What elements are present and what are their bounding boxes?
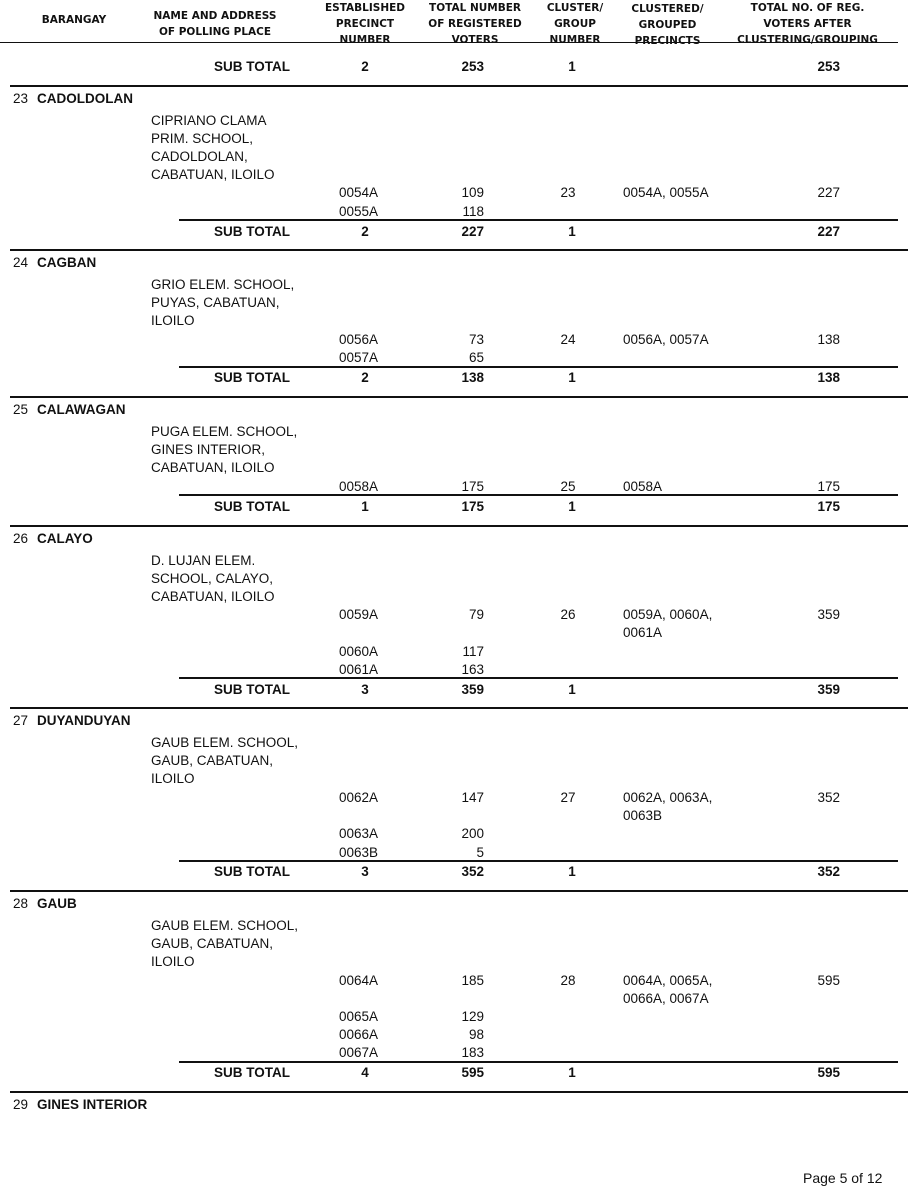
header-underline — [0, 42, 898, 43]
section-divider — [10, 525, 908, 527]
registered-voters: 163 — [461, 662, 484, 677]
barangay-number: 23 — [13, 91, 29, 106]
registered-voters: 109 — [461, 185, 484, 200]
barangay-name: GAUB — [37, 896, 77, 911]
registered-voters: 118 — [462, 204, 484, 219]
grouped-precincts: 0064A, 0065A, 0066A, 0067A — [623, 973, 713, 1006]
precinct-number: 0054A — [339, 185, 379, 200]
subtotal-voters: 352 — [461, 864, 484, 879]
header-after — [730, 0, 885, 48]
barangay-number: 27 — [13, 713, 29, 728]
header-precinct-line2: PRECINCT — [335, 18, 395, 30]
registered-voters: 175 — [461, 479, 484, 494]
precinct-number: 0059A — [339, 607, 379, 622]
subtotal-label: SUB TOTAL — [214, 1065, 290, 1080]
barangay-name: CALAYO — [37, 531, 93, 546]
grouped-precincts: 0059A, 0060A, 0061A — [623, 607, 713, 640]
subtotal-label: SUB TOTAL — [214, 499, 290, 514]
registered-voters: 65 — [468, 350, 484, 365]
subtotal-clusters: 1 — [568, 1065, 576, 1080]
cluster-number: 25 — [560, 479, 576, 494]
registered-voters: 79 — [468, 607, 484, 622]
cluster-number: 27 — [560, 790, 576, 805]
header-cluster-line1: CLUSTER/ — [546, 2, 604, 14]
subtotal-after: 359 — [817, 682, 840, 697]
registered-voters: 200 — [461, 826, 484, 841]
subtotal-precincts: 1 — [361, 499, 369, 514]
subtotal-after: 227 — [817, 224, 840, 239]
barangay-name: CADOLDOLAN — [37, 91, 133, 106]
subtotal-rule — [179, 1061, 898, 1063]
precinct-number: 0067A — [339, 1045, 379, 1060]
header-voters-line1: TOTAL NUMBER — [429, 2, 521, 14]
subtotal-precincts: 3 — [361, 682, 369, 697]
grouped-precincts: 0056A, 0057A — [623, 332, 709, 347]
header-polling-place-line2: OF POLLING PLACE — [158, 26, 272, 38]
precinct-number: 0063A — [339, 826, 379, 841]
subtotal-label: SUB TOTAL — [214, 370, 290, 385]
barangay-number: 28 — [13, 896, 29, 911]
subtotal-precincts: 3 — [361, 864, 369, 879]
cluster-number: 24 — [560, 332, 576, 347]
subtotal-after: 138 — [817, 370, 840, 385]
subtotal-clusters: 1 — [568, 864, 576, 879]
registered-voters: 183 — [461, 1045, 484, 1060]
registered-voters: 117 — [462, 644, 484, 659]
subtotal-label: SUB TOTAL — [214, 864, 290, 879]
section-divider — [10, 249, 908, 251]
header-clustered-line1: CLUSTERED/ — [631, 3, 704, 15]
precinct-number: 0065A — [339, 1009, 379, 1024]
barangay-name: GINES INTERIOR — [37, 1097, 148, 1112]
cluster-number: 23 — [560, 185, 576, 200]
subtotal-after: 175 — [817, 499, 840, 514]
subtotal-label: SUB TOTAL — [214, 59, 290, 74]
cluster-number: 26 — [560, 607, 576, 622]
header-polling-place — [150, 8, 280, 40]
precinct-number: 0061A — [339, 662, 379, 677]
barangay-name: CALAWAGAN — [37, 402, 126, 417]
subtotal-clusters: 1 — [568, 499, 576, 514]
header-cluster — [535, 0, 615, 48]
barangay-number: 26 — [13, 531, 29, 546]
polling-place-address: PUGA ELEM. SCHOOL, GINES INTERIOR, CABATUAN, ILOILO — [151, 424, 298, 475]
registered-voters: 147 — [461, 790, 484, 805]
grouped-precincts: 0062A, 0063A, 0063B — [623, 790, 713, 823]
header-polling-place-line1: NAME AND ADDRESS — [153, 10, 277, 22]
precinct-number: 0064A — [339, 973, 379, 988]
grouped-precincts: 0058A — [623, 479, 663, 494]
polling-place-address: GRIO ELEM. SCHOOL, PUYAS, CABATUAN, ILOILO — [151, 277, 295, 328]
header-voters — [420, 0, 530, 48]
header-clustered-line2: GROUPED — [638, 19, 697, 31]
barangay-number: 25 — [13, 402, 29, 417]
voters-after-clustering: 175 — [817, 479, 840, 494]
subtotal-rule — [179, 677, 898, 679]
subtotal-voters: 359 — [461, 682, 484, 697]
section-divider — [10, 396, 908, 398]
polling-place-address: CIPRIANO CLAMA PRIM. SCHOOL, CADOLDOLAN, CABATUAN, ILOILO — [151, 113, 275, 182]
subtotal-precincts: 2 — [361, 370, 369, 385]
polling-place-address: D. LUJAN ELEM. SCHOOL, CALAYO, CABATUAN, ILOILO — [151, 553, 275, 604]
precinct-number: 0063B — [339, 845, 379, 860]
barangay-number: 24 — [13, 255, 29, 270]
cluster-number: 28 — [560, 973, 576, 988]
header-after-line3: CLUSTERING/GROUPING — [737, 34, 878, 46]
header-precinct-line1: ESTABLISHED — [324, 2, 406, 14]
precinct-number: 0056A — [339, 332, 379, 347]
subtotal-clusters: 1 — [568, 59, 576, 74]
section-divider — [10, 890, 908, 892]
subtotal-clusters: 1 — [568, 370, 576, 385]
subtotal-after: 253 — [817, 59, 840, 74]
registered-voters: 5 — [476, 845, 484, 860]
header-after-line2: VOTERS AFTER — [763, 18, 852, 30]
header-barangay — [24, 12, 124, 28]
subtotal-after: 352 — [817, 864, 840, 879]
precinct-number: 0055A — [339, 204, 379, 219]
header-precinct-line3: NUMBER — [339, 34, 391, 46]
precinct-number: 0066A — [339, 1027, 379, 1042]
header-voters-line2: OF REGISTERED — [428, 18, 522, 30]
section-divider — [10, 85, 908, 87]
subtotal-rule — [179, 219, 898, 221]
registered-voters: 98 — [468, 1027, 484, 1042]
header-voters-line3: VOTERS — [451, 34, 499, 46]
subtotal-precincts: 2 — [361, 224, 369, 239]
subtotal-precincts: 4 — [361, 1065, 369, 1080]
subtotal-label: SUB TOTAL — [214, 682, 290, 697]
precinct-number: 0057A — [339, 350, 379, 365]
subtotal-clusters: 1 — [568, 682, 576, 697]
header-cluster-line2: GROUP — [554, 18, 596, 30]
header-clustered-line3: PRECINCTS — [634, 35, 701, 47]
voters-after-clustering: 595 — [817, 973, 840, 988]
header-precinct — [315, 0, 415, 48]
barangay-name: CAGBAN — [37, 255, 97, 270]
precinct-number: 0062A — [339, 790, 379, 805]
section-divider — [10, 1091, 908, 1093]
voters-after-clustering: 138 — [817, 332, 840, 347]
subtotal-voters: 138 — [461, 370, 484, 385]
voters-after-clustering: 352 — [817, 790, 840, 805]
header-after-line1: TOTAL NO. OF REG. — [750, 2, 865, 14]
subtotal-after: 595 — [817, 1065, 840, 1080]
registered-voters: 129 — [461, 1009, 484, 1024]
subtotal-clusters: 1 — [568, 224, 576, 239]
header-cluster-line3: NUMBER — [549, 34, 601, 46]
subtotal-rule — [179, 860, 898, 862]
subtotal-label: SUB TOTAL — [214, 224, 290, 239]
page-number: Page 5 of 12 — [803, 1170, 883, 1186]
polling-place-address: GAUB ELEM. SCHOOL, GAUB, CABATUAN, ILOILO — [151, 735, 299, 786]
precinct-number: 0058A — [339, 479, 379, 494]
barangay-number: 29 — [13, 1097, 29, 1112]
voters-after-clustering: 359 — [817, 607, 840, 622]
precinct-number: 0060A — [339, 644, 379, 659]
barangay-name: DUYANDUYAN — [37, 713, 131, 728]
registered-voters: 185 — [461, 973, 484, 988]
subtotal-voters: 253 — [461, 59, 484, 74]
registered-voters: 73 — [468, 332, 484, 347]
subtotal-rule — [179, 494, 898, 496]
subtotal-precincts: 2 — [361, 59, 369, 74]
grouped-precincts: 0054A, 0055A — [623, 185, 709, 200]
header-barangay-text: BARANGAY — [41, 14, 107, 26]
subtotal-voters: 175 — [461, 499, 484, 514]
subtotal-voters: 595 — [461, 1065, 484, 1080]
subtotal-voters: 227 — [461, 224, 484, 239]
voters-after-clustering: 227 — [817, 185, 840, 200]
subtotal-rule — [179, 366, 898, 368]
polling-place-address: GAUB ELEM. SCHOOL, GAUB, CABATUAN, ILOILO — [151, 918, 299, 969]
section-divider — [10, 707, 908, 709]
